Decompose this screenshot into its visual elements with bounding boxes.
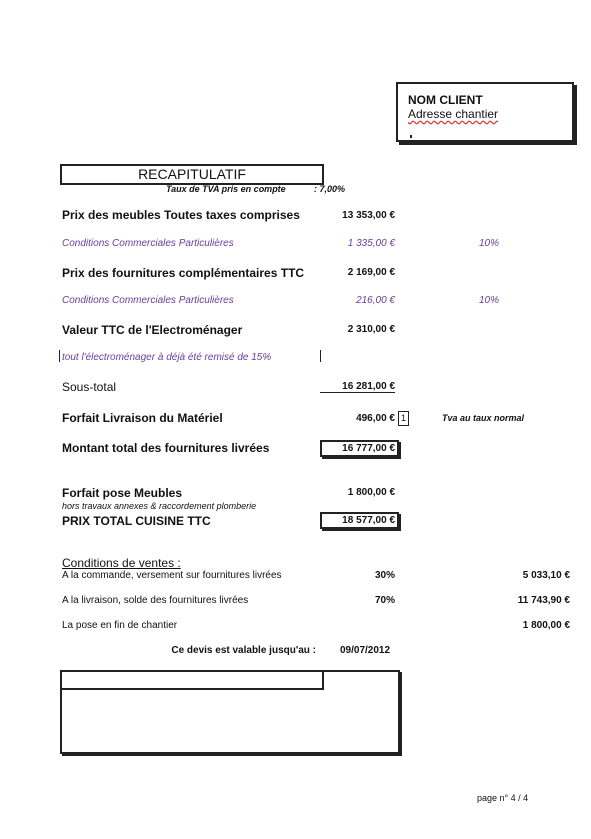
recap-title: RECAPITULATIF xyxy=(60,164,324,185)
condition-row-amount: 11 743,90 € xyxy=(517,595,570,606)
pose-value: 1 800,00 € xyxy=(347,487,395,498)
fournitures-value: 2 169,00 € xyxy=(347,267,395,278)
subtotal-value: 16 281,00 € xyxy=(320,381,395,393)
meubles-value: 13 353,00 € xyxy=(342,210,395,221)
condition-row-percent: 70% xyxy=(375,595,396,606)
ccp2-value: 216,00 € xyxy=(356,295,395,306)
tva-value: : 7,00% xyxy=(314,184,346,194)
electro-label: Valeur TTC de l'Electroménager xyxy=(62,323,243,337)
tva-label: Taux de TVA pris en compte xyxy=(166,184,286,194)
ccp1-label: Conditions Commerciales Particulières xyxy=(62,238,234,249)
condition-row-amount: 1 800,00 € xyxy=(522,620,570,631)
fournitures-label: Prix des fournitures complémentaires TTC xyxy=(62,266,305,280)
ccp1-percent: 10% xyxy=(479,238,500,249)
electro-value: 2 310,00 € xyxy=(347,324,395,335)
validity-date: 09/07/2012 xyxy=(340,645,391,656)
ccp2-label: Conditions Commerciales Particulières xyxy=(62,295,234,306)
client-box-mark xyxy=(410,135,412,138)
text-cursor-right xyxy=(320,350,321,362)
condition-row-label: La pose en fin de chantier xyxy=(62,620,178,631)
pose-label: Forfait pose Meubles xyxy=(62,486,183,500)
livraison-label: Forfait Livraison du Matériel xyxy=(62,411,223,425)
subtotal-label: Sous-total xyxy=(62,380,117,394)
page-number: page n° 4 / 4 xyxy=(477,793,529,803)
ccp1-value: 1 335,00 € xyxy=(347,238,395,249)
condition-row-amount: 5 033,10 € xyxy=(522,570,570,581)
validity-label: Ce devis est valable jusqu'au : xyxy=(171,645,316,656)
text-cursor-left xyxy=(59,350,60,362)
montant-value: 16 777,00 € xyxy=(320,440,399,457)
client-box xyxy=(396,82,574,142)
total-label: PRIX TOTAL CUISINE TTC xyxy=(62,514,211,528)
client-address: Adresse chantier xyxy=(408,107,499,121)
montant-label: Montant total des fournitures livrées xyxy=(62,441,270,455)
client-name: NOM CLIENT xyxy=(408,93,483,107)
ccp2-percent: 10% xyxy=(479,295,500,306)
pose-note: hors travaux annexes & raccordement plomberie xyxy=(62,501,257,511)
livraison-value: 496,00 € xyxy=(356,413,395,424)
meubles-label: Prix des meubles Toutes taxes comprises xyxy=(62,208,300,222)
condition-row-label: A la livraison, solde des fournitures livrées xyxy=(62,595,249,606)
notes-header-box xyxy=(60,670,324,690)
total-value: 18 577,00 € xyxy=(320,512,399,529)
livraison-note: Tva au taux normal xyxy=(442,413,525,423)
electro-note: tout l'électroménager à déjà été remisé de 15% xyxy=(62,352,272,363)
condition-row-percent: 30% xyxy=(375,570,396,581)
condition-row-label: A la commande, versement sur fournitures livrées xyxy=(62,570,282,581)
conditions-title: Conditions de ventes : xyxy=(62,556,181,570)
livraison-box: 1 xyxy=(398,411,409,426)
